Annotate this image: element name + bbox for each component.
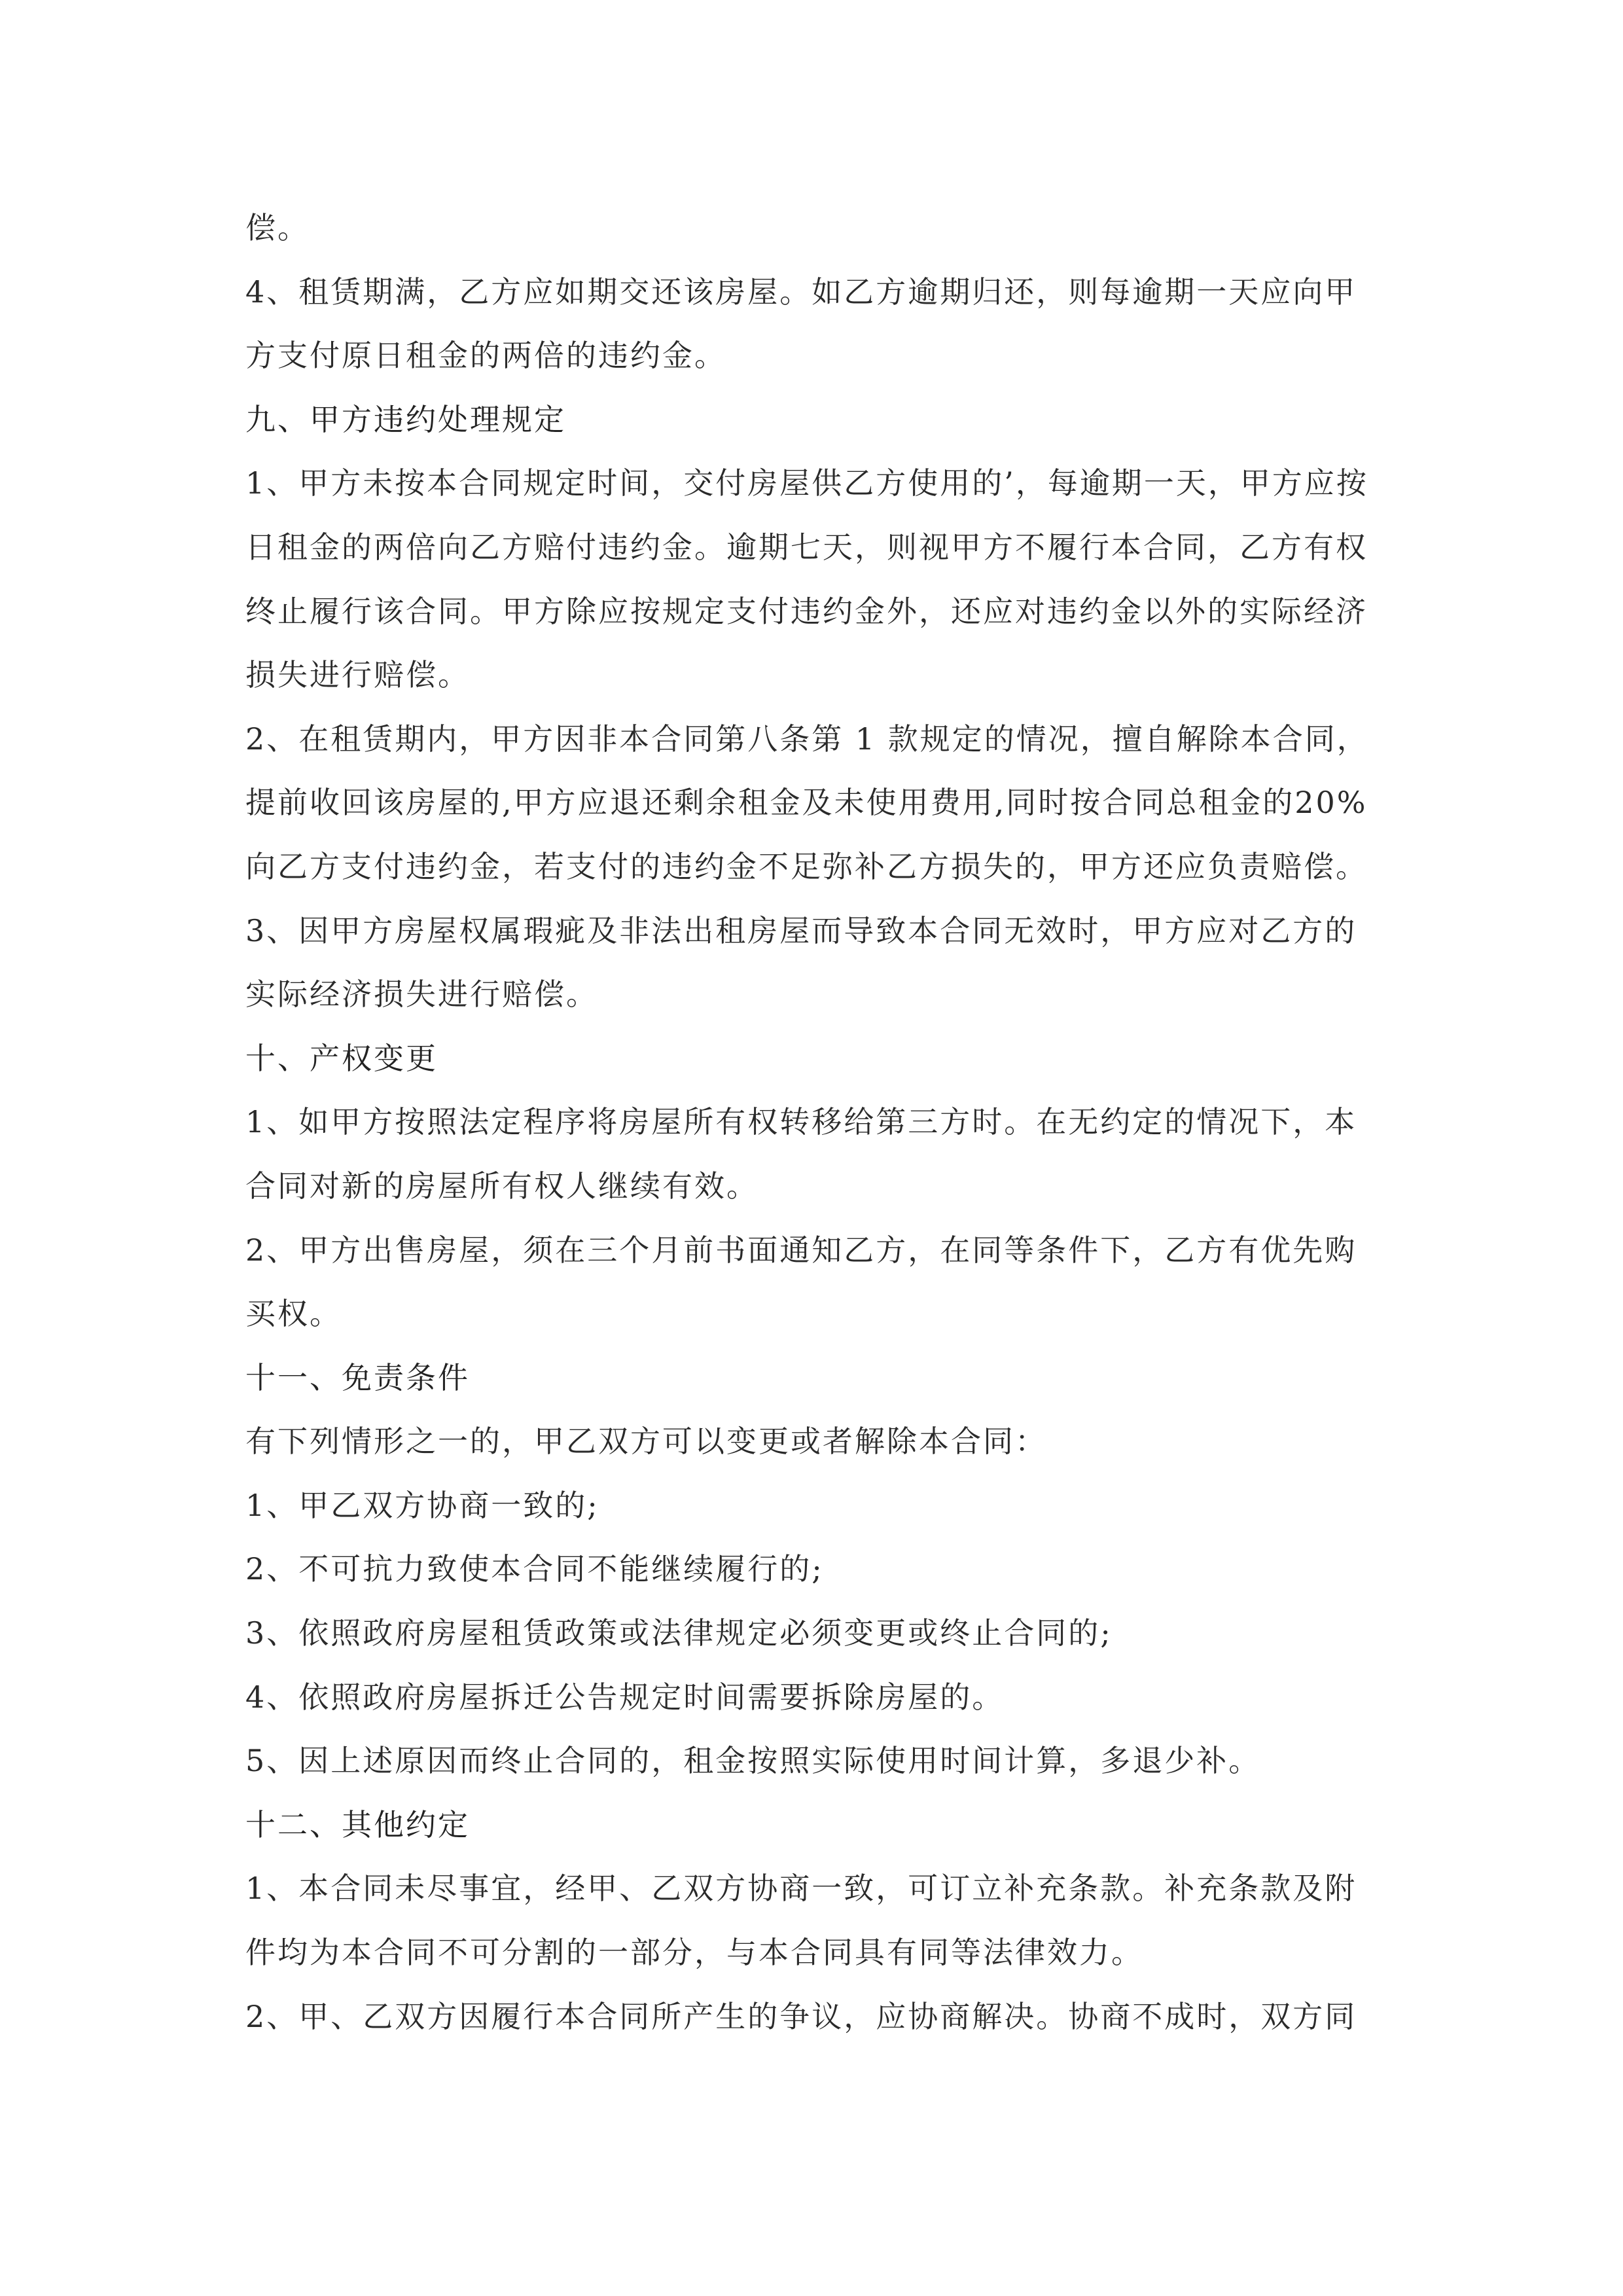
text-line: 2、甲、乙双方因履行本合同所产生的争议，应协商解决。协商不成时，双方同: [245, 1998, 1357, 2034]
text-line: 1、甲乙双方协商一致的;: [245, 1487, 599, 1523]
section-heading: 十、产权变更: [245, 1040, 438, 1076]
text-line: 2、甲方出售房屋，须在三个月前书面通知乙方，在同等条件下，乙方有优先购: [245, 1232, 1357, 1268]
text-line: 日租金的两倍向乙方赔付违约金。逾期七天，则视甲方不履行本合同，乙方有权: [245, 529, 1368, 565]
text-line: 实际经济损失进行赔偿。: [245, 977, 598, 1013]
text-line: 4、依照政府房屋拆迁公告规定时间需要拆除房屋的。: [245, 1679, 1005, 1715]
text-line: 合同对新的房屋所有权人继续有效。: [245, 1168, 758, 1204]
document-body: [245, 196, 1397, 2049]
text-line: 3、因甲方房屋权属瑕疵及非法出租房屋而导致本合同无效时，甲方应对乙方的: [245, 912, 1357, 948]
text-line: 偿。: [245, 210, 310, 245]
section-heading: 九、甲方违约处理规定: [245, 401, 566, 437]
text-line: 方支付原日租金的两倍的违约金。: [245, 338, 726, 374]
text-line: 损失进行赔偿。: [245, 657, 470, 693]
text-line: 买权。: [245, 1296, 342, 1332]
text-line: 4、租赁期满，乙方应如期交还该房屋。如乙方逾期归还，则每逾期一天应向甲: [245, 274, 1357, 310]
text-line: 3、依照政府房屋租赁政策或法律规定必须变更或终止合同的;: [245, 1615, 1113, 1651]
text-line: 有下列情形之一的，甲乙双方可以变更或者解除本合同：: [245, 1424, 1047, 1460]
text-line: 1、本合同未尽事宜，经甲、乙双方协商一致，可订立补充条款。补充条款及附: [245, 1871, 1357, 1907]
text-line: 终止履行该合同。甲方除应按规定支付违约金外，还应对违约金以外的实际经济: [245, 593, 1368, 629]
section-heading: 十二、其他约定: [245, 1806, 470, 1842]
text-line: 提前收回该房屋的,甲方应退还剩余租金及未使用费用,同时按合同总租金的20%: [245, 785, 1368, 821]
text-line: 1、如甲方按照法定程序将房屋所有权转移给第三方时。在无约定的情况下，本: [245, 1104, 1357, 1140]
section-heading: 十一、免责条件: [245, 1359, 470, 1395]
text-line: 2、在租赁期内，甲方因非本合同第八条第 1 款规定的情况，擅自解除本合同，: [245, 721, 1369, 757]
text-line: 件均为本合同不可分割的一部分，与本合同具有同等法律效力。: [245, 1935, 1143, 1971]
text-line: 1、甲方未按本合同规定时间，交付房屋供乙方使用的’，每逾期一天，甲方应按: [245, 465, 1368, 501]
text-line: 2、不可抗力致使本合同不能继续履行的;: [245, 1551, 824, 1587]
text-line: 5、因上述原因而终止合同的，租金按照实际使用时间计算，多退少补。: [245, 1743, 1261, 1779]
text-line: 向乙方支付违约金，若支付的违约金不足弥补乙方损失的，甲方还应负责赔偿。: [245, 848, 1368, 884]
